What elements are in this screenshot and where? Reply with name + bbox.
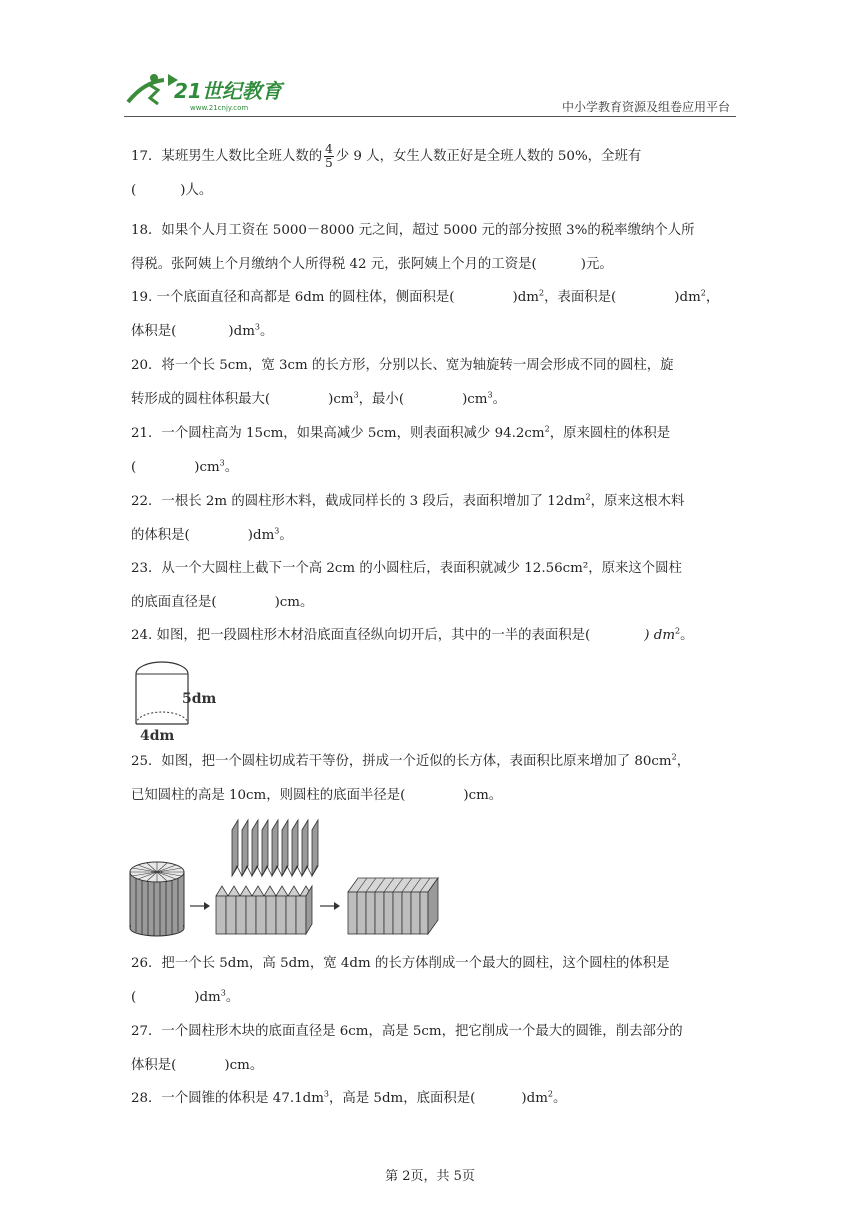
question-23: 23．从一个大圆柱上截下一个高 2cm 的小圆柱后，表面积就减少 12.56cm²，原来这个圆柱 的底面直径是( )cm。 — [131, 561, 682, 610]
sliced-cylinder — [130, 862, 184, 936]
page-header — [124, 66, 736, 117]
svg-text:21世纪教育: 21世纪教育 — [174, 79, 282, 103]
question-22: 22．一根长 2m 的圆柱形木料，截成同样长的 3 段后，表面积增加了 $12dm^2$，原来这根木料 的体积是( )$dm^3$。 — [131, 492, 685, 543]
question-18: 18．如果个人月工资在 5000－8000 元之间，超过 5000 元的部分按照 3%的税率缴纳个人所 得税。张阿姨上个月缴纳个人所得税 42 元，张阿姨上个月的工资是( )元。 — [131, 223, 695, 272]
question-20: 20．将一个长 5cm，宽 3cm 的长方形，分别以长、宽为轴旋转一周会形成不同的圆柱，旋 转形成的圆柱体积最大( )$cm^3$，最小( )$cm^3$。 — [131, 358, 674, 407]
svg-text:www.21cnjy.com: www.21cnjy.com — [190, 104, 249, 112]
lower-half-slices — [216, 886, 312, 934]
question-25: 25．如图，把一个圆柱切成若干等份，拼成一个近似的长方体，表面积比原来增加了 $80cm^2$， 已知圆柱的高是 10cm，则圆柱的底面半径是( )cm。 — [131, 752, 691, 803]
width-label: 4dm — [140, 728, 175, 742]
upper-half-slices — [232, 820, 318, 876]
approx-cuboid — [348, 878, 438, 934]
question-28: 28．一个圆锥的体积是 $47.1dm^3$，高是 5dm，底面积是( )$dm^2$。 — [131, 1089, 567, 1106]
question-26: 26．把一个长 5dm，高 5dm，宽 4dm 的长方体削成一个最大的圆柱，这个圆柱的体积是 ( )$dm^3$。 — [131, 956, 670, 1005]
fraction: $\frac{4}{5}$ — [325, 142, 333, 170]
height-label: 5dm — [182, 691, 217, 707]
platform-name: 中小学教育资源及组卷应用平台 — [561, 100, 730, 114]
site-logo — [124, 68, 294, 112]
question-21: 21．一个圆柱高为 15cm，如果高减少 5cm，则表面积减少 $94.2cm^2$，原来圆柱的体积是 ( )$cm^3$。 — [131, 424, 671, 475]
page-number: 第 2页，共 5页 — [385, 1169, 475, 1184]
question-27: 27．一个圆柱形木块的底面直径是 6cm，高是 5cm，把它削成一个最大的圆锥，削去部分的 体积是( )cm。 — [131, 1024, 683, 1073]
question-24: 24. 如图，把一段圆柱形木材沿底面直径纵向切开后，其中的一半的表面积是( ) $dm^2$。 — [131, 626, 694, 643]
half-cylinder-figure — [128, 654, 228, 742]
question-17: 17．某班男生人数比全班人数的 $\frac{4}{5}$ 少 9 人，女生人数正好是全班人数的 50%，全班有 ( )人。 — [131, 142, 642, 198]
cylinder-cut-figure — [128, 814, 448, 940]
question-19: 19. 一个底面直径和高都是 6dm 的圆柱体，侧面积是( )$dm^2$，表面积是( )$dm^2$， 体积是( )$dm^3$。 — [131, 288, 720, 339]
